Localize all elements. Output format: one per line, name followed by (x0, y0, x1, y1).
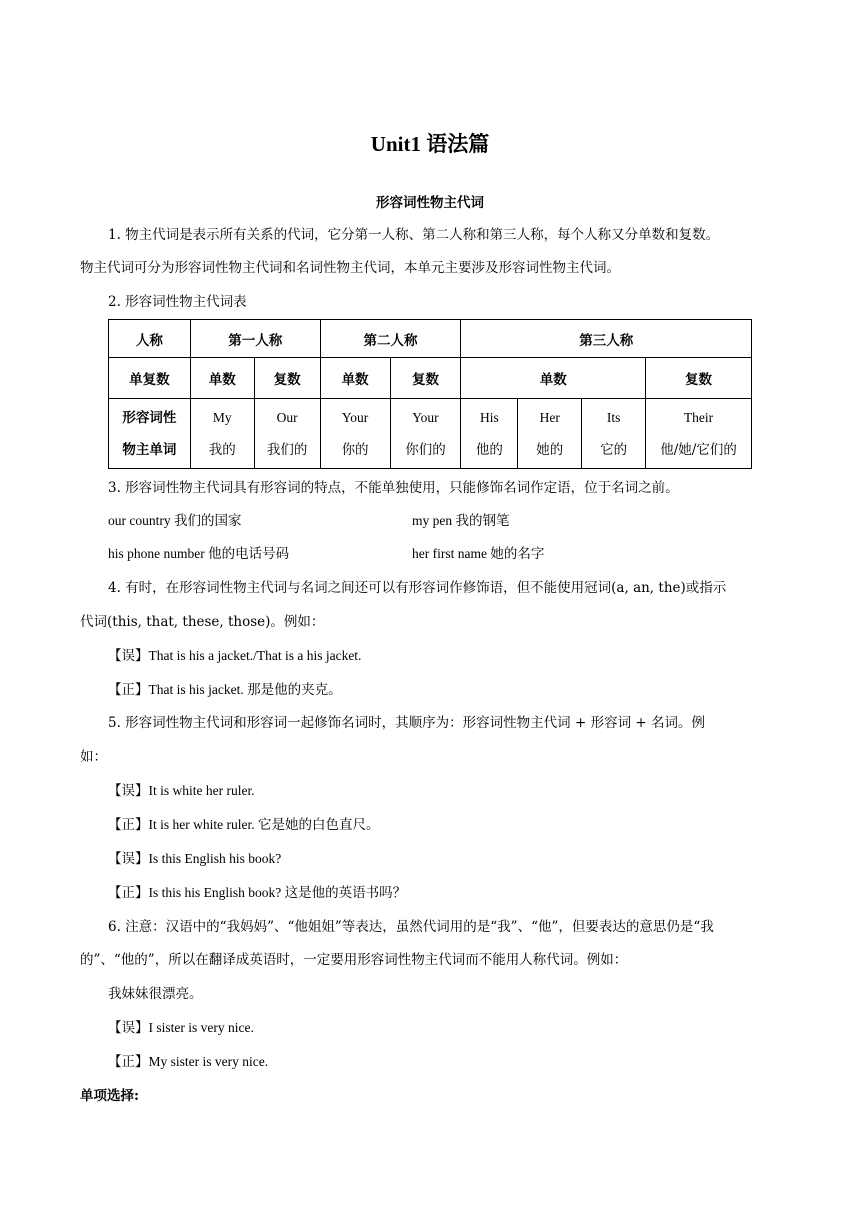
second-plural: 复数 (390, 358, 461, 399)
example-my-pen: my pen 我的钢笔 (412, 513, 510, 528)
table-cell: Your 你的 (320, 399, 390, 469)
paragraph-4-line-1: 4. 有时，在形容词性物主代词与名词之间还可以有形容词作修饰语，但不能使用冠词(a, an, the)或指示 (108, 580, 727, 596)
table-cell: Our 我们的 (254, 399, 320, 469)
example-our-country: our country 我们的国家 (108, 513, 242, 528)
paragraph-1-line-2: 物主代词可分为形容词性物主代词和名词性物主代词，本单元主要涉及形容词性物主代词。 (80, 260, 620, 276)
table-header-row (109, 320, 752, 358)
second-singular: 单数 (320, 358, 390, 399)
paragraph-5-line-2: 如： (80, 749, 107, 765)
table-cell: My 我的 (190, 399, 254, 469)
table-cell: His 他的 (461, 399, 518, 469)
example-4-right: 【正】That is his jacket. 那是他的夹克。 (108, 682, 342, 697)
example-4-wrong: 【误】That is his a jacket./That is a his jacket. (108, 648, 362, 663)
example-6-wrong: 【误】I sister is very nice. (108, 1020, 254, 1035)
third-singular: 单数 (461, 358, 646, 399)
table-cell: Her 她的 (518, 399, 582, 469)
section-heading-single-choice: 单项选择: (80, 1088, 139, 1104)
paragraph-6-line-1: 6. 注意：汉语中的“我妈妈”、“他姐姐”等表达，虽然代词用的是“我”、“他”，但要表达的意思仍是“我 (108, 919, 714, 935)
example-5-wrong-2: 【误】Is this English his book? (108, 851, 282, 866)
third-plural: 复数 (646, 358, 752, 399)
example-his-phone-number: his phone number 他的电话号码 (108, 546, 290, 561)
header-first-person: 第一人称 (190, 320, 320, 358)
table-row (109, 399, 752, 469)
example-6-right: 【正】My sister is very nice. (108, 1054, 269, 1069)
paragraph-6-line-2: 的”、“他的”，所以在翻译成英语时，一定要用形容词性物主代词而不能用人称代词。例如： (80, 952, 628, 968)
example-her-first-name: her first name 她的名字 (412, 546, 545, 561)
example-5-right-1: 【正】It is her white ruler. 它是她的白色直尺。 (108, 817, 380, 832)
first-plural: 复数 (254, 358, 320, 399)
header-number: 单复数 (109, 358, 191, 399)
section-subtitle: 形容词性物主代词 (376, 195, 484, 211)
table-number-row (109, 358, 752, 399)
paragraph-3: 3. 形容词性物主代词具有形容词的特点，不能单独使用，只能修饰名词作定语，位于名词之前。 (108, 480, 679, 496)
table-cell: Its 它的 (582, 399, 646, 469)
paragraph-5-line-1: 5. 形容词性物主代词和形容词一起修饰名词时，其顺序为：形容词性物主代词 + 形容词 + 名词。例 (108, 715, 705, 731)
paragraph-1-line-1: 1. 物主代词是表示所有关系的代词，它分第一人称、第二人称和第三人称，每个人称又分单数和复数。 (108, 227, 720, 243)
example-5-wrong-1: 【误】It is white her ruler. (108, 783, 255, 798)
header-third-person: 第三人称 (461, 320, 752, 358)
page-title: Unit1 语法篇 (370, 132, 490, 156)
example-5-right-2: 【正】Is this his English book? 这是他的英语书吗？ (108, 885, 407, 900)
first-singular: 单数 (190, 358, 254, 399)
possessive-pronoun-table (108, 319, 752, 469)
header-person: 人称 (109, 320, 191, 358)
paragraph-4-line-2: 代词(this, that, these, those)。例如： (80, 614, 325, 630)
table-cell: Your 你们的 (390, 399, 461, 469)
paragraph-2: 2. 形容词性物主代词表 (108, 294, 247, 310)
row-label: 形容词性 物主单词 (109, 399, 191, 469)
header-second-person: 第二人称 (320, 320, 461, 358)
table-cell: Their 他/她/它们的 (646, 399, 752, 469)
example-6-chinese: 我妹妹很漂亮。 (108, 986, 203, 1002)
